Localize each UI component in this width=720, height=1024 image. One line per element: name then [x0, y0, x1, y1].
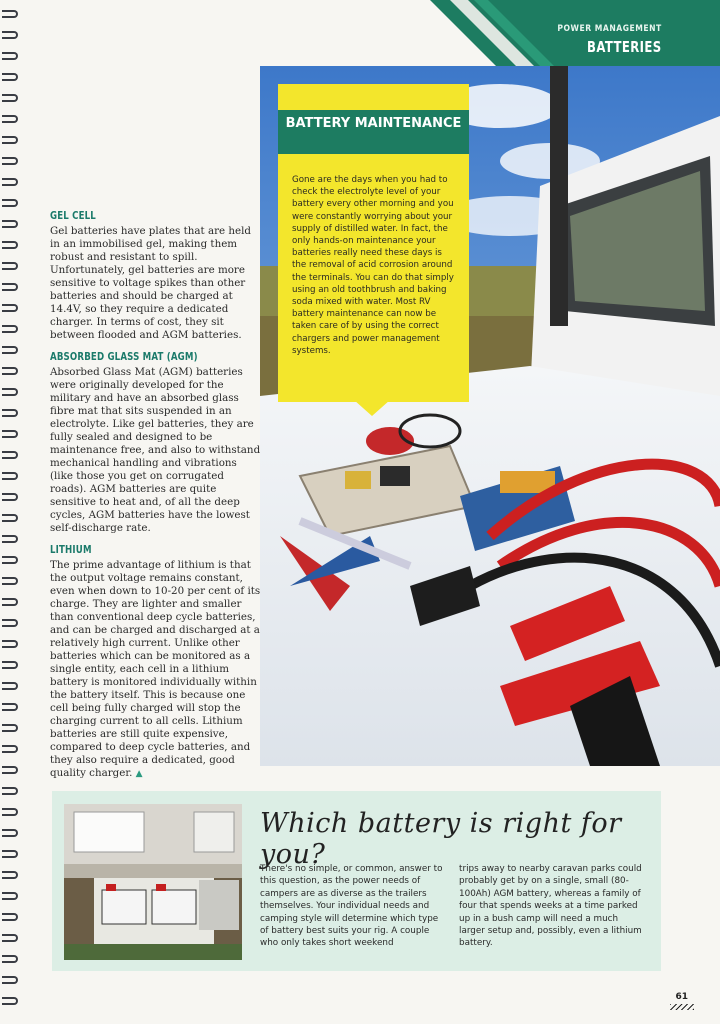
page-number-decoration: [670, 1004, 694, 1010]
spiral-coil: [2, 577, 18, 585]
heading-agm: ABSORBED GLASS MAT (AGM): [50, 351, 198, 363]
callout-pointer: [354, 400, 390, 416]
heading-gel-cell: GEL CELL: [50, 210, 96, 222]
callout-title: BATTERY MAINTENANCE: [278, 110, 469, 154]
battery-drawer-photo: [64, 804, 242, 960]
spiral-coil: [2, 52, 18, 60]
spiral-coil: [2, 682, 18, 690]
spiral-coil: [2, 346, 18, 354]
spiral-coil: [2, 430, 18, 438]
page-number: 61: [675, 992, 688, 1002]
spiral-coil: [2, 178, 18, 186]
spiral-coil: [2, 598, 18, 606]
spiral-coil: [2, 724, 18, 732]
spiral-coil: [2, 787, 18, 795]
spiral-coil: [2, 850, 18, 858]
text-gel-cell: Gel batteries have plates that are held in an immobilised gel, making them robust and resistant to spill. Unfortunately, gel batteries are more sensitive to voltage spikes than other batteries and should be charged at 14.4V, so they require a dedicated charger. In terms of cost, they sit between flooded and AGM batteries.: [50, 225, 251, 341]
text-lithium-body: The prime advantage of lithium is that the output voltage remains constant, even when down to 10-20 per cent of its charge. They are lighter and smaller than conventional deep cycle batteries, and can be charged and discharged at a relatively high current. Unlike other batteries which can be monitored as a single entity, each cell in a lithium battery is monitored individually within the battery itself. This is because one cell being fully charged will stop the charging current to all cells. Lithium batteries are still quite expensive, compared to deep cycle batteries, and they also require a dedicated, good quality charger.: [50, 559, 261, 779]
spiral-coil: [2, 241, 18, 249]
spiral-coil: [2, 913, 18, 921]
spiral-binding: [0, 0, 22, 1024]
spiral-coil: [2, 661, 18, 669]
spiral-coil: [2, 262, 18, 270]
spiral-coil: [2, 955, 18, 963]
spiral-coil: [2, 472, 18, 480]
callout-body: Gone are the days when you had to check the electrolyte level of your battery every other morning and you were constantly worrying about your supply of distilled water. In fact, the only hands-on maintenance your batteries really need these days is the removal of acid corrosion around the terminals. You can do that simply using an old toothbrush and baking soda mixed with water. Most RV battery maintenance can now be taken care of by using the correct chargers and power management systems.: [292, 175, 454, 356]
spiral-coil: [2, 10, 18, 18]
end-mark-icon: ▲: [135, 769, 143, 779]
spiral-coil: [2, 367, 18, 375]
text-lithium: [50, 559, 262, 781]
spiral-coil: [2, 829, 18, 837]
spiral-coil: [2, 556, 18, 564]
spiral-coil: [2, 745, 18, 753]
feature-column-1: There's no simple, or common, answer to this question, as the power needs of campers are as diverse as the trailers themselves. Your individual needs and camping style will determine which type of battery best suits your rig. A couple who only takes short weekend: [260, 864, 443, 949]
maintenance-callout: [278, 84, 469, 402]
spiral-coil: [2, 703, 18, 711]
text-agm: Absorbed Glass Mat (AGM) batteries were originally developed for the military and have an absorbed glass fibre mat that sits suspended in an electrolyte. Like gel batteries, they are fully sealed and designed to be maintenance free, and also to withstand mechanical handling and vibrations (like those you get on corrugated roads). AGM batteries are quite sensitive to heat and, of all the deep cycles, AGM batteries have the lowest self-discharge rate.: [50, 366, 261, 534]
section-header: [430, 0, 720, 66]
spiral-coil: [2, 892, 18, 900]
spiral-coil: [2, 136, 18, 144]
spiral-coil: [2, 325, 18, 333]
left-column: [50, 210, 262, 790]
spiral-coil: [2, 808, 18, 816]
spiral-coil: [2, 493, 18, 501]
spiral-coil: [2, 388, 18, 396]
spiral-coil: [2, 304, 18, 312]
spiral-coil: [2, 283, 18, 291]
spiral-coil: [2, 766, 18, 774]
spiral-coil: [2, 451, 18, 459]
spiral-coil: [2, 535, 18, 543]
spiral-coil: [2, 94, 18, 102]
spiral-coil: [2, 73, 18, 81]
spiral-coil: [2, 640, 18, 648]
spiral-coil: [2, 199, 18, 207]
heading-lithium: LITHIUM: [50, 544, 92, 556]
spiral-coil: [2, 871, 18, 879]
spiral-coil: [2, 514, 18, 522]
spiral-coil: [2, 934, 18, 942]
feature-title: Which battery is right for you?: [260, 808, 622, 870]
section-label: POWER MANAGEMENT: [557, 24, 662, 34]
spiral-coil: [2, 976, 18, 984]
section-title: BATTERIES: [587, 38, 662, 56]
spiral-coil: [2, 409, 18, 417]
feature-column-2: trips away to nearby caravan parks could probably get by on a single, small (80-100Ah) AGM battery, whereas a family of four that spends weeks at a time parked up in a bush camp will need a much larger setup and, possibly, even a lithium battery.: [459, 864, 642, 949]
spiral-coil: [2, 619, 18, 627]
spiral-coil: [2, 220, 18, 228]
spiral-coil: [2, 157, 18, 165]
spiral-coil: [2, 997, 18, 1005]
spiral-coil: [2, 115, 18, 123]
spiral-coil: [2, 31, 18, 39]
